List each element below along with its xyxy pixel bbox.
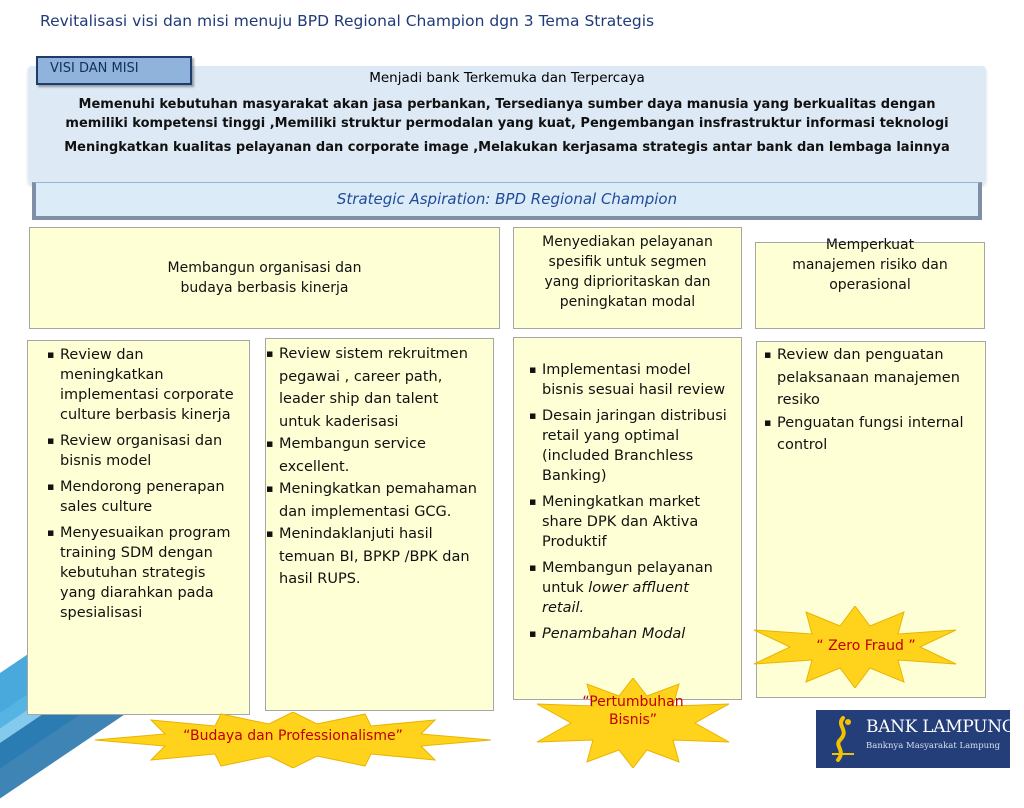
list-item: ▪ Menyesuaikan program training SDM dengan kebutuhan strategis yang diarahkan pada spesialisasi [60, 523, 245, 623]
theme-box-risk [755, 237, 985, 329]
theme-line: budaya berbasis kinerja [180, 280, 349, 296]
list-item: ▪ Review dan penguatan pelaksanaan manajemen resiko [777, 344, 979, 412]
zero-fraud-burst: “ Zero Fraud ” [816, 638, 916, 654]
theme-line: yang diprioritaskan dan [544, 274, 711, 290]
list-item: ▪ Menindaklanjuti hasil temuan BI, BPKP /BPK dan hasil RUPS. [279, 523, 481, 591]
list-item: ▪ Penguatan fungsi internal control [777, 412, 979, 457]
visi-misi-tab[interactable]: VISI DAN MISI [36, 56, 192, 85]
theme-line: Menyediakan pelayanan [542, 234, 713, 250]
theme-line: operasional [829, 277, 911, 293]
page-title: Revitalisasi visi dan misi menuju BPD Regional Champion dgn 3 Tema Strategis [40, 12, 655, 30]
list-item: ▪ Penambahan Modal [542, 624, 735, 644]
mission-line: Meningkatkan kualitas pelayanan dan corporate image ,Melakukan kerjasama strategis antar bank dan lembaga lainnya [64, 140, 950, 155]
list-item: ▪ Mendorong penerapan sales culture [60, 477, 245, 517]
mission-line: memiliki kompetensi tinggi ,Memiliki struktur permodalan yang kuat, Pengembangan insfrastruktur informasi teknologi [65, 116, 949, 131]
initiative-box-culture [27, 340, 250, 715]
growth-burst-line: Bisnis” [608, 712, 658, 728]
theme-box-culture [29, 227, 500, 329]
list-item: ▪ Review sistem rekruitmen pegawai , career path, leader ship dan talent untuk kaderisasi [279, 343, 481, 433]
list-item [542, 558, 735, 618]
list-item-text: Membangun pelayanan untuk [542, 560, 713, 596]
list-item-italic-text: lower affluent retail. [542, 580, 689, 616]
list-item: ▪ Meningkatkan pemahaman dan implementasi GCG. [279, 478, 481, 523]
bank-tagline: Banknya Masyarakat Lampung [866, 741, 1001, 751]
siger-emblem-icon [826, 714, 860, 764]
theme-line: manajemen risiko dan [792, 257, 948, 273]
strategic-aspiration-bar: Strategic Aspiration: BPD Regional Champion [32, 182, 982, 220]
theme-line: Memperkuat [825, 237, 915, 253]
theme-box-service [513, 227, 742, 329]
vision-statement: Menjadi bank Terkemuka dan Terpercaya [369, 70, 645, 86]
list-item: ▪ Review organisasi dan bisnis model [60, 431, 245, 471]
list-item: ▪ Implementasi model bisnis sesuai hasil review [542, 360, 735, 400]
list-item: ▪ Review dan meningkatkan implementasi corporate culture berbasis kinerja [60, 345, 245, 425]
list-item: ▪ Desain jaringan distribusi retail yang optimal (included Branchless Banking) [542, 406, 735, 486]
list-item: ▪ Membangun service excellent. [279, 433, 481, 478]
theme-line: peningkatan modal [559, 294, 696, 310]
theme-line: Membangun organisasi dan [167, 260, 362, 276]
bank-name: BANK LAMPUNG [866, 717, 1016, 737]
mission-line: Memenuhi kebutuhan masyarakat akan jasa perbankan, Tersedianya sumber daya manusia yang berkualitas dengan [78, 97, 936, 112]
growth-burst-line: “Pertumbuhan [582, 694, 684, 710]
culture-burst: “Budaya dan Professionalisme” [183, 728, 403, 744]
growth-burst [533, 693, 733, 729]
initiative-box-people [265, 338, 494, 711]
theme-line: spesifik untuk segmen [548, 254, 707, 270]
initiative-box-business [513, 337, 742, 700]
list-item: ▪ Meningkatkan market share DPK dan Aktiva Produktif [542, 492, 735, 552]
